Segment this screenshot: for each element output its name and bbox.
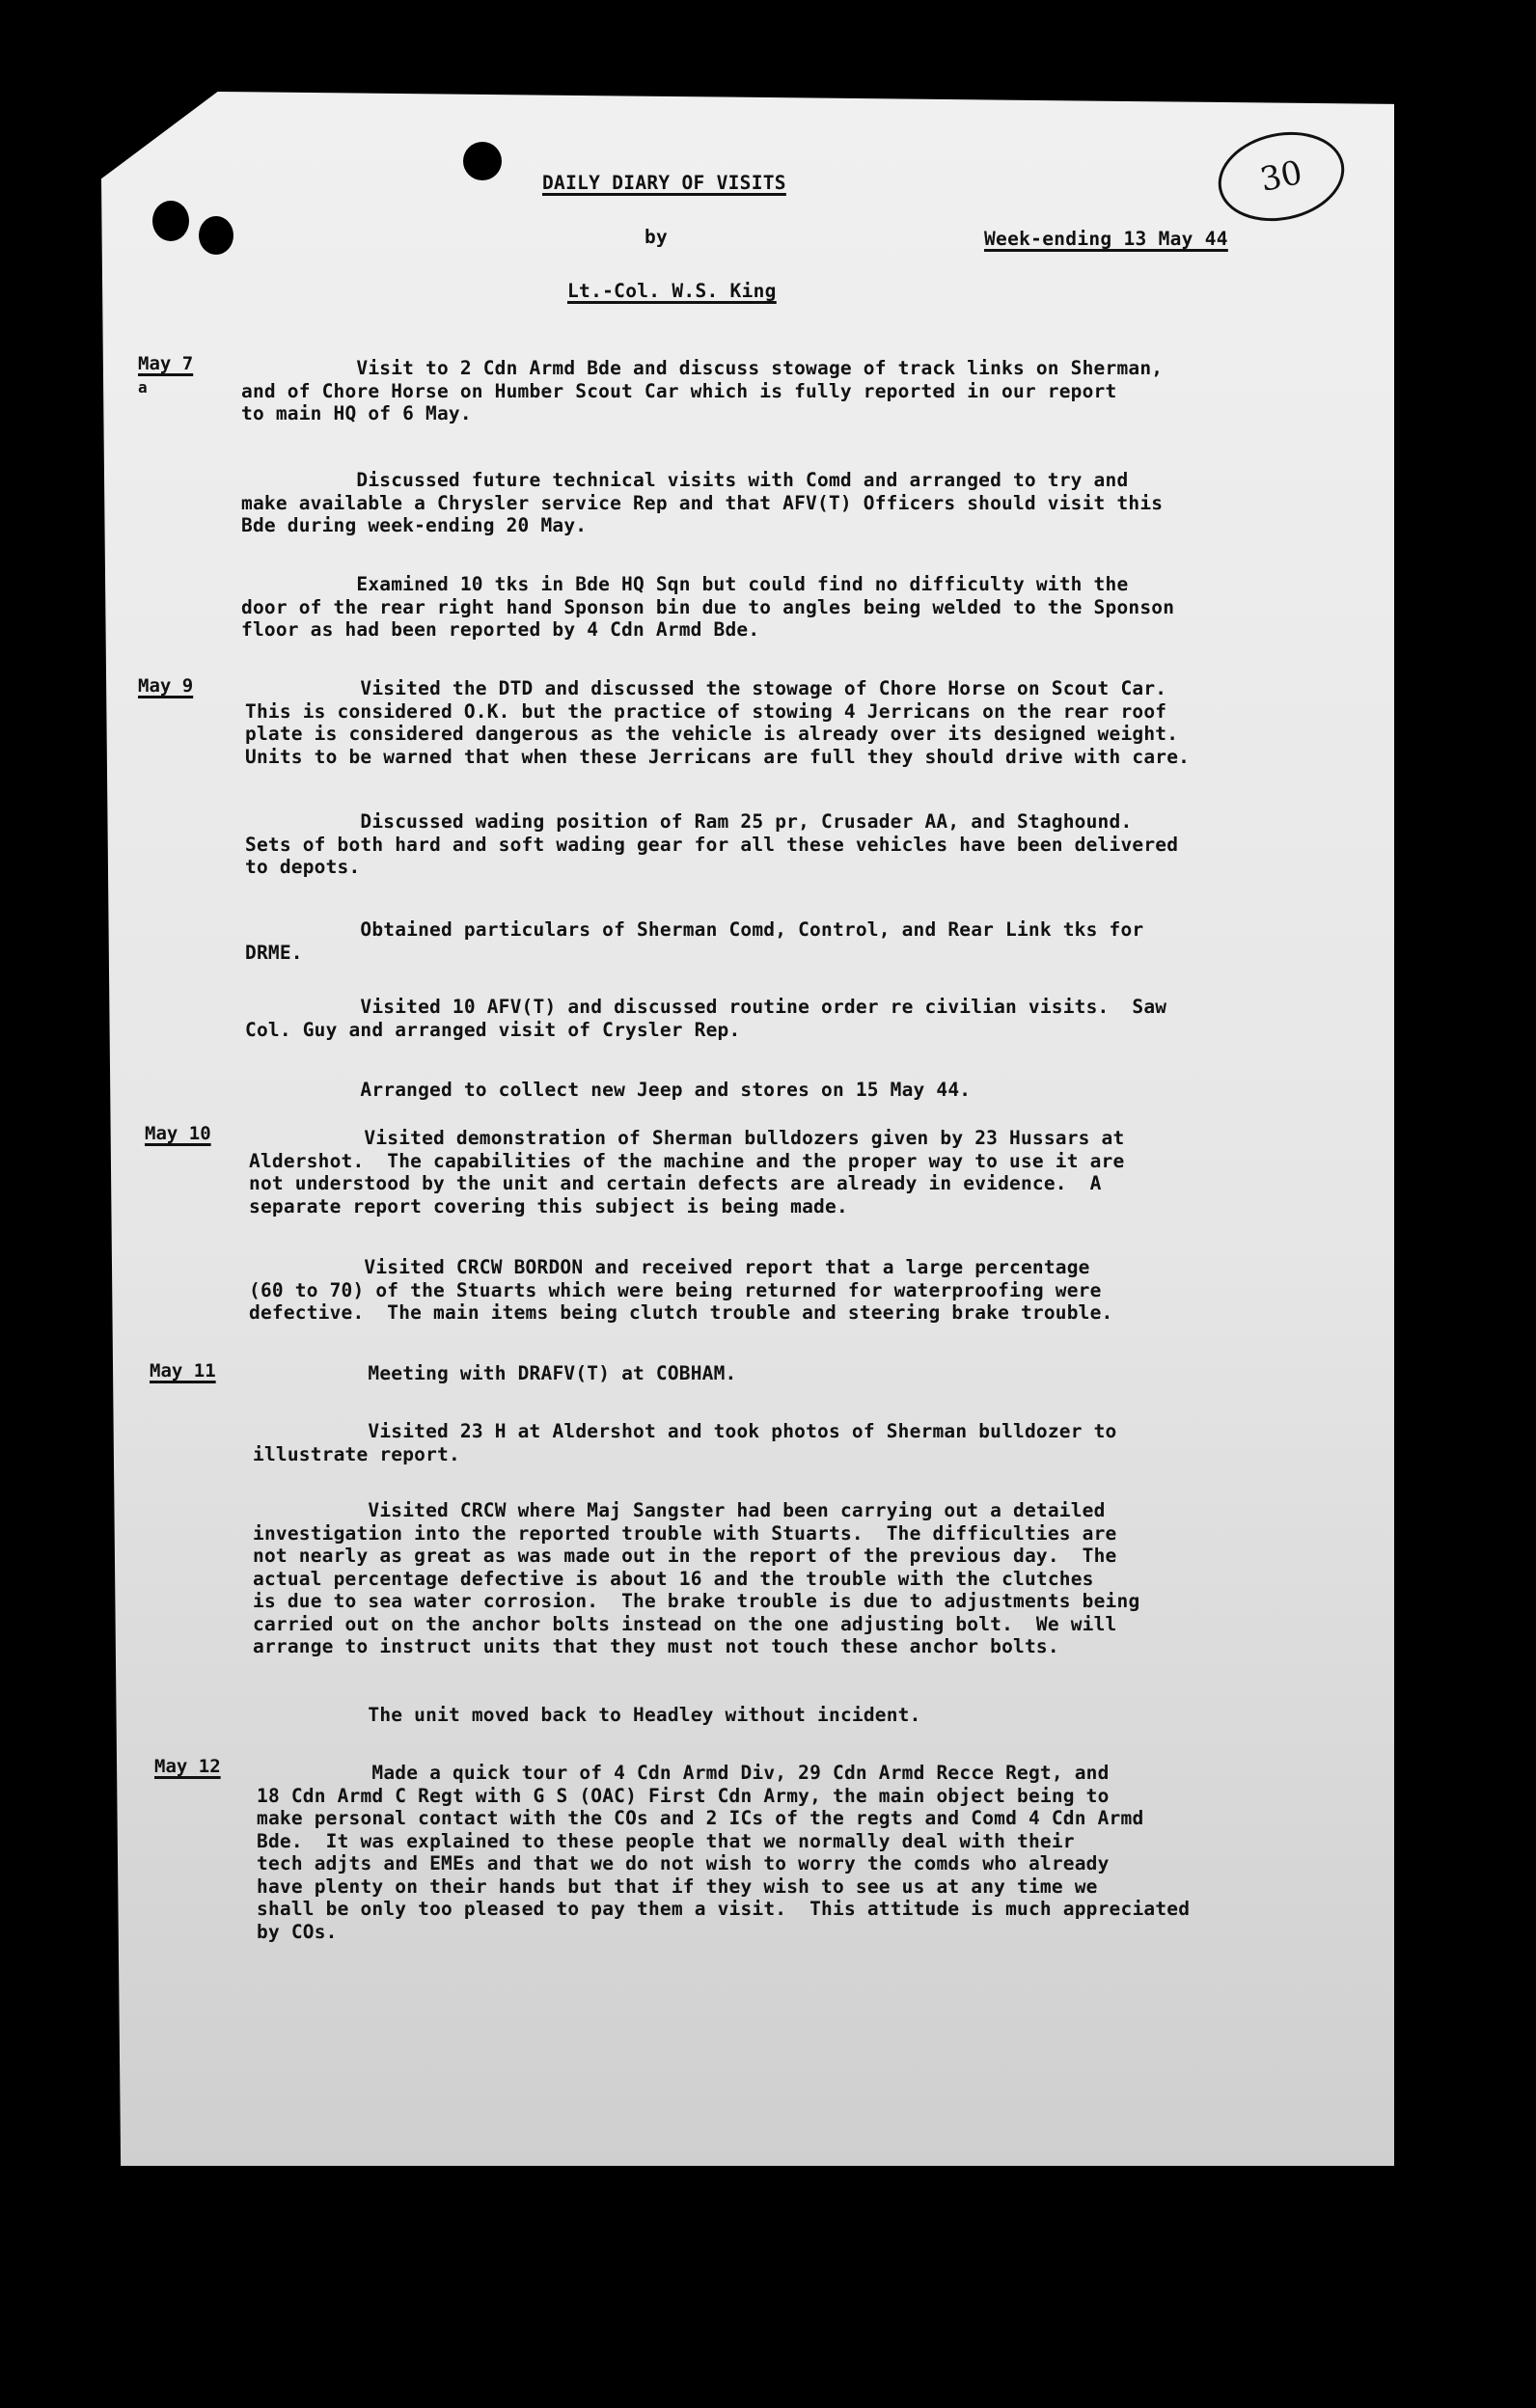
date-may-12: May 12	[154, 1756, 221, 1777]
entry-paragraph: Arranged to collect new Jeep and stores on 15 May 44.	[245, 1079, 972, 1101]
entry-paragraph: Visit to 2 Cdn Armd Bde and discuss stowage of track links on Sherman, and of Chore Horse on Humber Scout Car which is fully reported in our report to main HQ of 6 May.	[241, 357, 1164, 424]
entry-paragraph: Obtained particulars of Sherman Comd, Control, and Rear Link tks for DRME.	[245, 918, 1144, 964]
punch-hole-left-1	[152, 201, 189, 241]
document-title: DAILY DIARY OF VISITS	[542, 172, 786, 194]
date-may-7-sub: a	[138, 378, 148, 397]
author-name: Lt.-Col. W.S. King	[567, 280, 777, 302]
date-may-7: May 7	[138, 353, 194, 374]
entry-paragraph: Visited the DTD and discussed the stowage of Chore Horse on Scout Car. This is considered O.K. but the practice of stowing 4 Jerricans on the rear roof plate is considered dangerous as the vehicle is already over its designed weight. Units to be warned that when these Jerricans are full they should drive with care.	[245, 677, 1191, 768]
date-may-11: May 11	[150, 1360, 216, 1382]
by-line: by	[645, 226, 669, 248]
entry-paragraph: Discussed wading position of Ram 25 pr, Crusader AA, and Staghound. Sets of both hard and soft wading gear for all these vehicles have been delivered to depots.	[245, 810, 1179, 878]
entry-paragraph: Meeting with DRAFV(T) at COBHAM.	[253, 1362, 737, 1384]
folio-stamp: 30	[1210, 121, 1353, 232]
entry-paragraph: Visited CRCW where Maj Sangster had been carrying out a detailed investigation into the reported trouble with Stuarts. The difficulties are not nearly as great as was made out in the report of the previous day. The actual percentage defective is about 16 and the trouble with the clutches is due to sea water corrosion. The brake trouble is due to adjustments being carried out on the anchor bolts instead on the one adjusting bolt. We will arrange to instruct units that they must not touch these anchor bolts.	[253, 1499, 1140, 1657]
entry-paragraph: Visited 10 AFV(T) and discussed routine order re civilian visits. Saw Col. Guy and arranged visit of Crysler Rep.	[245, 996, 1167, 1041]
entry-paragraph: Visited 23 H at Aldershot and took photos of Sherman bulldozer to illustrate report.	[253, 1420, 1117, 1465]
punch-hole-left-2	[199, 216, 233, 255]
punch-hole-top	[463, 142, 502, 180]
entry-paragraph: Discussed future technical visits with Comd and arranged to try and make available a Chrysler service Rep and that AFV(T) Officers should visit this Bde during week-ending 20 May.	[241, 469, 1164, 536]
entry-paragraph: Examined 10 tks in Bde HQ Sqn but could find no difficulty with the door of the rear right hand Sponson bin due to angles being welded to the Sponson floor as had been reported by 4 Cdn Armd Bde.	[241, 573, 1175, 641]
entry-paragraph: The unit moved back to Headley without incident.	[253, 1704, 921, 1726]
entry-paragraph: Made a quick tour of 4 Cdn Armd Div, 29 Cdn Armd Recce Regt, and 18 Cdn Armd C Regt with G S (OAC) First Cdn Army, the main object being to make personal contact with the COs and 2 ICs of the regts and Comd 4 Cdn Armd Bde. It was explained to these people that we normally deal with their tech adjts and EMEs and that we do not wish to worry the comds who already have plenty on their hands but that if they wish to see us at any time we shall be only too pleased to pay them a visit. This attitude is much appreciated by COs.	[257, 1762, 1191, 1943]
entry-paragraph: Visited CRCW BORDON and received report that a large percentage (60 to 70) of the Stuarts which were being returned for waterproofing were defective. The main items being clutch trouble and steering brake trouble.	[249, 1256, 1113, 1324]
entry-paragraph: Visited demonstration of Sherman bulldozers given by 23 Hussars at Aldershot. The capabilities of the machine and the proper way to use it are not understood by the unit and certain defects are already in evidence. A separate report covering this subject is being made.	[249, 1127, 1125, 1218]
date-may-10: May 10	[145, 1123, 211, 1144]
date-may-9: May 9	[138, 675, 194, 697]
week-ending: Week-ending 13 May 44	[984, 228, 1228, 250]
